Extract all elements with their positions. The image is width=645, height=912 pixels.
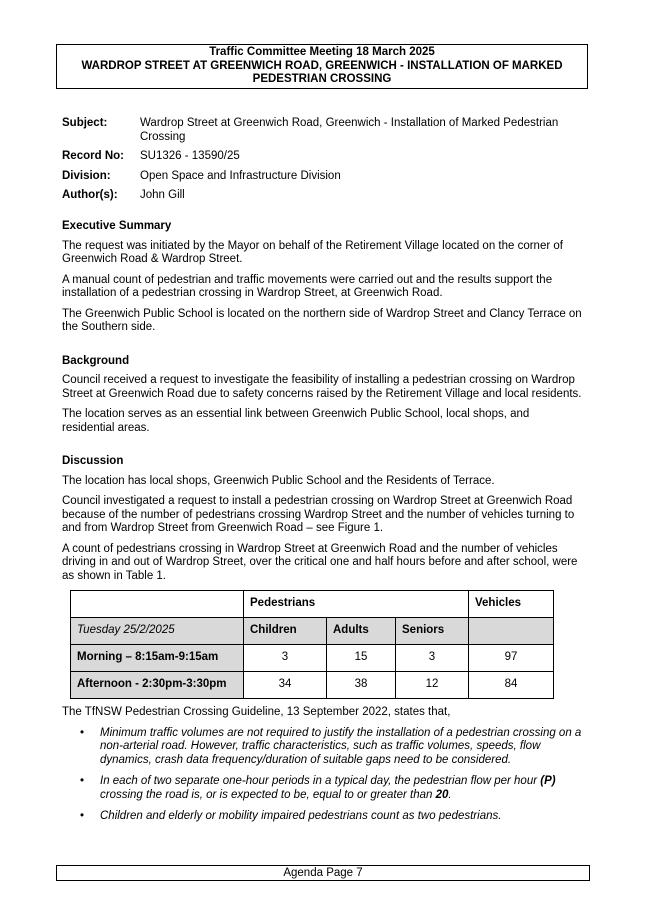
meta-value: John Gill	[140, 189, 185, 201]
meta-value: Wardrop Street at Greenwich Road, Greenwich - Installation of Marked Pedestrian Crossing	[140, 117, 559, 143]
background-heading: Background	[62, 354, 130, 367]
meta-value: Open Space and Infrastructure Division	[140, 169, 341, 182]
report-body	[62, 220, 584, 832]
paragraph: The location has local shops, Greenwich Public School and the Residents of Terrace.	[62, 474, 495, 487]
survey-date: Tuesday 25/2/2025	[71, 618, 244, 645]
seniors-count: 12	[396, 672, 469, 699]
seniors-count: 3	[396, 645, 469, 672]
meeting-header	[56, 44, 588, 89]
bullet-text: .	[448, 788, 452, 801]
bullet-text: Minimum traffic volumes are not required to justify the installation of a pedestrian crossing on a non-arterial road. However, traffic characteristics, such as traffic volumes, speeds, flow dynamics, crash data frequency/duration of suitable gaps need to be considered.	[100, 726, 582, 766]
report-title-line-2: PEDESTRIAN CROSSING	[252, 73, 392, 85]
meta-value: SU1326 - 13590/25	[140, 150, 240, 162]
vehicles-header: Vehicles	[469, 591, 554, 618]
meta-label: Record No:	[62, 150, 124, 162]
bullet-text: In each of two separate one-hour periods in a typical day, the pedestrian flow per hour	[100, 775, 541, 787]
pedestrians-header: Pedestrians	[244, 591, 469, 618]
meta-label: Subject:	[62, 117, 108, 129]
paragraph: A manual count of pedestrian and traffic movements were carried out and the results support the installation of a pedestrian crossing in Wardrop Street, at Greenwich Road.	[62, 273, 553, 299]
bullet-item	[80, 726, 584, 768]
children-header: Children	[244, 618, 327, 645]
table-row	[71, 672, 554, 699]
paragraph: Council investigated a request to install a pedestrian crossing on Wardrop Street at Greenwich Road because of the number of pedestrians crossing Wardrop Street and the number of vehicles turning to and from Wardrop Street from Greenwich Road – see Figure 1.	[62, 495, 575, 534]
paragraph: A count of pedestrians crossing in Wardrop Street at Greenwich Road and the number of vehicles driving in and out of Wardrop Street, over the critical one and half hours before and after school, were as shown in Table 1.	[62, 542, 578, 582]
page-footer: Agenda Page 7	[56, 865, 590, 881]
children-count: 34	[244, 672, 327, 699]
pedestrian-count-table	[70, 590, 554, 699]
paragraph: The request was initiated by the Mayor on behalf of the Retirement Village located on the corner of Greenwich Road & Wardrop Street.	[62, 239, 563, 265]
empty-cell	[469, 618, 554, 645]
bullet-text: crossing the road is, or is expected to be, equal to or greater than	[100, 788, 436, 801]
bullet-dot-icon: •	[80, 775, 85, 787]
table-subheader-row	[71, 618, 554, 645]
period-cell: Afternoon - 2:30pm-3:30pm	[71, 672, 244, 699]
vehicles-count: 84	[469, 672, 554, 699]
discussion-heading: Discussion	[62, 455, 124, 467]
bullet-item	[80, 810, 584, 824]
bullet-item	[80, 775, 584, 802]
meta-division	[62, 170, 584, 184]
meeting-title: Traffic Committee Meeting 18 March 2025	[209, 46, 435, 58]
adults-count: 38	[327, 672, 396, 699]
children-count: 3	[244, 645, 327, 672]
bullet-emphasis: (P)	[540, 775, 556, 787]
seniors-header: Seniors	[396, 618, 469, 645]
meta-label: Division:	[62, 169, 111, 182]
bullet-emphasis: 20	[435, 788, 449, 801]
bullet-dot-icon: •	[80, 810, 85, 822]
report-title-line-1: WARDROP STREET AT GREENWICH ROAD, GREENWICH - INSTALLATION OF MARKED	[81, 59, 563, 72]
report-metadata	[62, 117, 584, 209]
guideline-intro: The TfNSW Pedestrian Crossing Guideline, 13 September 2022, states that,	[62, 706, 451, 718]
adults-count: 15	[327, 645, 396, 672]
meta-label: Author(s):	[62, 189, 118, 201]
paragraph: The location serves as an essential link between Greenwich Public School, local shops, and residential areas.	[62, 408, 530, 434]
table-header-row	[71, 591, 554, 618]
executive-summary-heading: Executive Summary	[62, 220, 172, 232]
paragraph: Council received a request to investigate the feasibility of installing a pedestrian crossing on Wardrop Street at Greenwich Road due to safety concerns raised by the Retirement Village and local residents.	[62, 374, 582, 400]
bullet-dot-icon: •	[80, 726, 85, 739]
empty-cell	[71, 591, 244, 618]
meta-record-no	[62, 150, 584, 164]
period-cell: Morning – 8:15am-9:15am	[71, 645, 244, 672]
meta-author	[62, 189, 584, 203]
guideline-bullets	[62, 727, 584, 824]
paragraph: The Greenwich Public School is located on the northern side of Wardrop Street and Clancy Terrace on the Southern side.	[62, 307, 582, 333]
table-row	[71, 645, 554, 672]
vehicles-count: 97	[469, 645, 554, 672]
bullet-text: Children and elderly or mobility impaired pedestrians count as two pedestrians.	[100, 810, 502, 822]
adults-header: Adults	[327, 618, 396, 645]
meta-subject	[62, 117, 584, 144]
